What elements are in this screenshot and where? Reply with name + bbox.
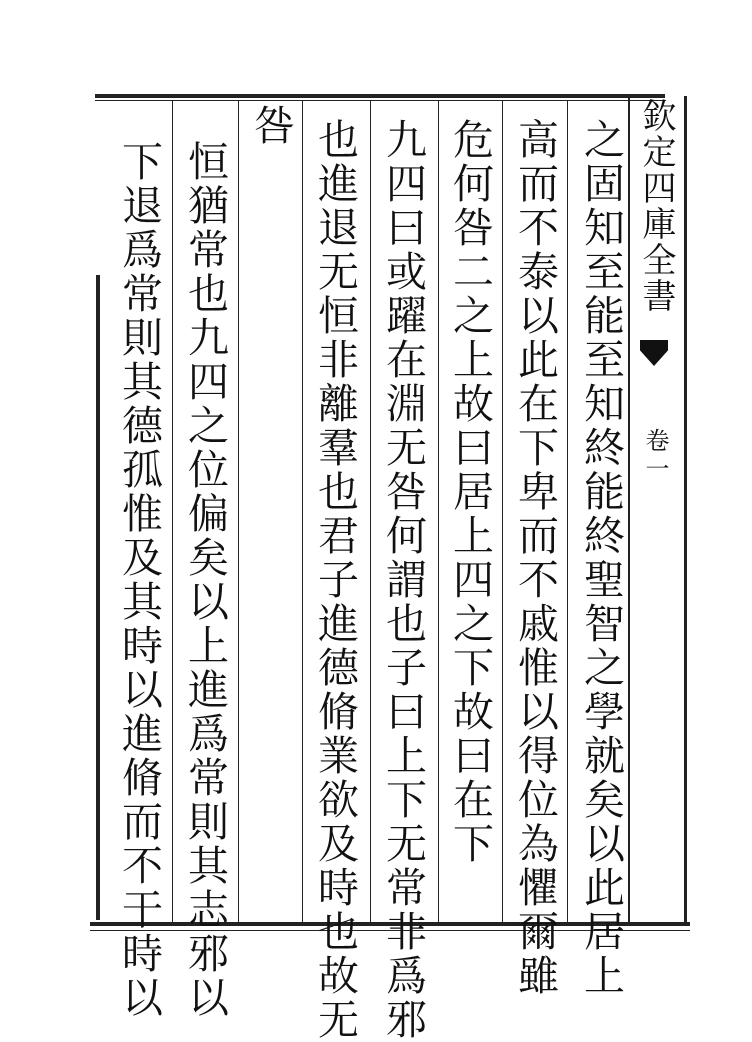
right-border (628, 96, 630, 922)
text-column-4: 九四曰或躍在淵无咎何謂也子曰上下无常非爲邪 (379, 118, 427, 1042)
text-column-8: 下退爲常則其德孤惟及其時以進脩而不干時以 (115, 140, 163, 1020)
text-column-6: 咎 (247, 104, 295, 148)
column-divider (438, 100, 439, 922)
top-border-inner (95, 100, 665, 101)
column-divider (567, 100, 568, 922)
text-column-5: 也進退无恒非離羣也君子進德脩業欲及時也故无 (311, 118, 359, 1042)
volume-label: 卷一 (641, 428, 669, 484)
column-divider (302, 100, 303, 922)
top-border (95, 94, 665, 98)
text-column-2: 高而不泰以此在下卑而不戚惟以得位為懼爾雖 (511, 118, 559, 998)
column-divider (370, 100, 371, 922)
left-border (96, 275, 100, 920)
column-divider (238, 100, 239, 922)
text-column-7: 恒猶常也九四之位偏矣以上進爲常則其志邪以 (181, 140, 229, 1020)
margin-outer-border (684, 96, 687, 922)
book-title: 欽定四庫全書 (636, 98, 676, 314)
fishtail-mark-icon (640, 340, 668, 366)
text-column-3: 危何咎二之上故曰居上四之下故曰在下 (446, 118, 494, 866)
column-divider (502, 100, 503, 922)
column-divider (172, 100, 173, 922)
text-column-1: 之固知至能至知終能終聖智之學就矣以此居上 (577, 118, 625, 998)
